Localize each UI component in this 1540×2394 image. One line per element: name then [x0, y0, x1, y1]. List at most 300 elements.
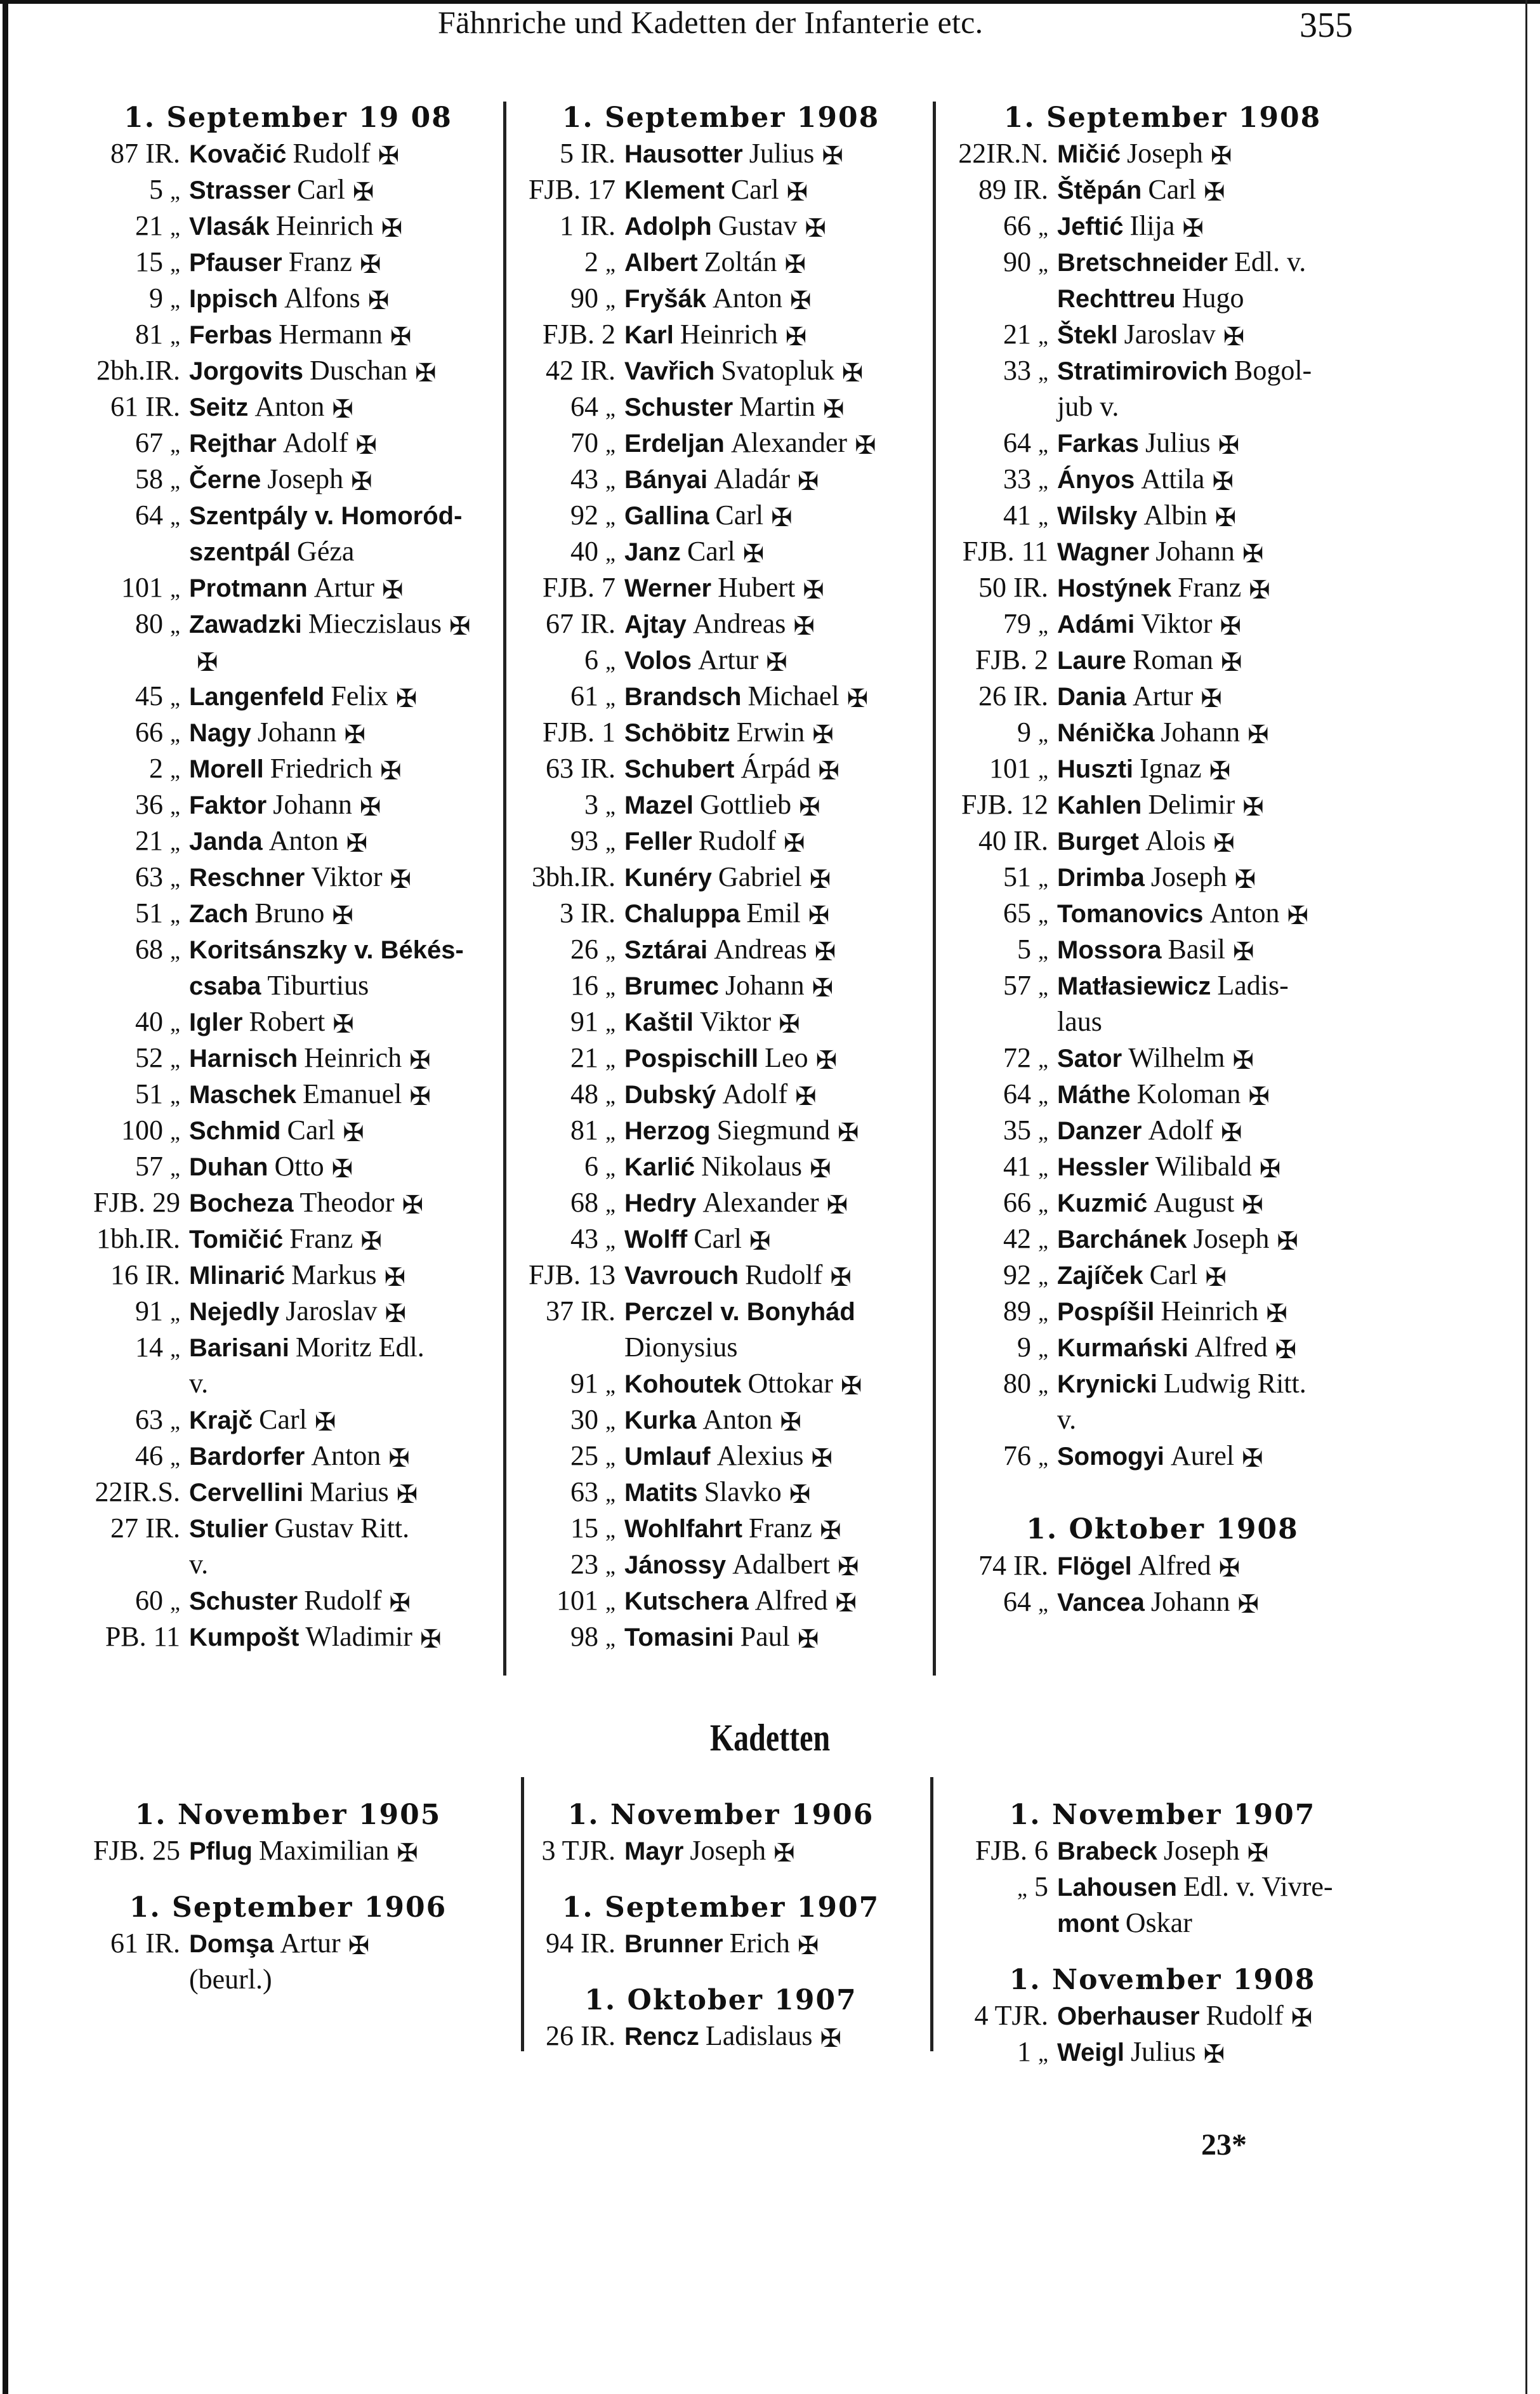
given-name: Svatopluk: [721, 355, 834, 386]
given-name: Franz: [748, 1512, 813, 1544]
given-name: Géza: [297, 536, 355, 567]
roster-entry: [518, 352, 924, 388]
ditto-mark: „: [605, 287, 615, 312]
surname: Schmid: [189, 1117, 281, 1145]
given-name: Carl: [287, 1114, 336, 1146]
person-name: [1048, 136, 1378, 171]
cross-symbol: ✠: [348, 1931, 370, 1960]
regiment-ref: 40 „: [135, 1006, 180, 1037]
roster-entry: [518, 823, 924, 859]
ditto-mark: „: [170, 468, 180, 493]
surname: Duhan: [189, 1153, 268, 1181]
regiment-ref: 5 „: [1017, 934, 1048, 965]
cross-symbol: ✠: [397, 1838, 418, 1867]
given-name: Aladár: [714, 463, 790, 494]
person-name: [615, 1833, 924, 1868]
given-name: Julius: [749, 138, 815, 169]
roster-entry: [947, 1076, 1378, 1112]
surname: Feller: [624, 828, 692, 856]
cross-symbol: ✠: [793, 611, 815, 640]
regiment-ref: 3 IR.: [560, 897, 615, 929]
given-name: Anton: [712, 282, 782, 314]
surname: Krynicki: [1057, 1370, 1157, 1398]
surname: Jorgovits: [189, 357, 304, 385]
regiment-ref: 63 „: [570, 1476, 615, 1507]
regiment-ref: 66 „: [135, 717, 180, 748]
page-number: 355: [1300, 6, 1353, 45]
given-name: Rudolf: [698, 825, 776, 856]
person-name: [615, 1112, 924, 1148]
regiment-ref: 21 „: [135, 825, 180, 856]
date-heading: 1. September 1908: [562, 102, 880, 134]
cross-symbol: ✠: [855, 430, 876, 460]
ditto-mark: „: [605, 540, 615, 565]
surname: Seitz: [189, 393, 249, 421]
surname: Nejedly: [189, 1298, 280, 1326]
cross-symbol: ✠: [812, 720, 834, 749]
person-name: [180, 316, 491, 352]
roster-entry: [518, 1510, 924, 1546]
cross-symbol: ✠: [826, 1190, 848, 1219]
ditto-mark: „: [170, 1589, 180, 1615]
person-name: [1048, 1293, 1378, 1329]
regiment-ref: 74 IR.: [978, 1550, 1048, 1581]
given-name: Heinrich: [275, 210, 374, 241]
regiment-ref: 76 „: [1003, 1440, 1048, 1471]
surname: Rechttreu: [1057, 285, 1176, 313]
roster-entry: [518, 388, 924, 425]
ditto-mark: „: [1038, 721, 1048, 746]
cross-symbol: ✠: [381, 213, 403, 242]
surname: Morell: [189, 755, 264, 783]
cross-symbol: ✠: [818, 756, 839, 785]
person-name: [180, 895, 491, 931]
person-name: [615, 642, 924, 678]
surname: Domşa: [189, 1930, 274, 1958]
surname: Adolph: [624, 213, 712, 241]
given-name: Felix: [331, 680, 388, 711]
given-name: Ignaz: [1140, 753, 1202, 784]
cross-symbol: ✠: [1214, 503, 1237, 532]
regiment-ref: 79 „: [1003, 608, 1048, 639]
person-name: [180, 1833, 491, 1868]
given-name: Árpád: [740, 753, 811, 784]
cross-symbol: ✠: [378, 141, 400, 170]
person-name: [1048, 1112, 1378, 1148]
person-name: [1048, 1438, 1378, 1474]
surname: Laure: [1057, 647, 1126, 675]
roster-entry: [947, 244, 1378, 280]
given-name: Delimir: [1148, 789, 1235, 820]
cross-symbol: ✠: [1203, 2039, 1225, 2068]
person-name: [180, 642, 491, 678]
cross-symbol: ✠: [797, 1931, 819, 1960]
ditto-mark: „: [170, 757, 180, 783]
regiment-ref: 66 „: [1003, 210, 1048, 241]
surname: Mičić: [1057, 140, 1121, 168]
surname: Barchánek: [1057, 1226, 1187, 1253]
surname: Tomičić: [189, 1226, 284, 1253]
given-name: Oskar: [1125, 1907, 1192, 1938]
regiment-ref: 46 „: [135, 1440, 180, 1471]
regiment-ref: 61 „: [570, 680, 615, 711]
regiment-ref: FJB. 11: [962, 536, 1048, 567]
ditto-mark: „: [605, 1517, 615, 1542]
surname: Langenfeld: [189, 683, 325, 711]
ditto-mark: „: [170, 1047, 180, 1072]
person-name: [615, 859, 924, 895]
cross-symbol: ✠: [1213, 828, 1235, 857]
roster-entry: [85, 280, 491, 316]
roster-entry: [518, 425, 924, 461]
person-name: [1048, 2034, 1378, 2070]
roster-entry: [85, 1076, 491, 1112]
person-name: [180, 1474, 491, 1510]
given-name: Adolf: [282, 427, 348, 458]
regiment-ref: FJB. 12: [961, 789, 1048, 820]
roster-entry: [85, 1365, 491, 1401]
ditto-mark: „: [605, 1119, 615, 1144]
person-name: [1048, 280, 1378, 316]
given-name: August: [1154, 1187, 1235, 1218]
person-name: [615, 244, 924, 280]
roster-entry: [947, 425, 1378, 461]
regiment-ref: 64 „: [1003, 1586, 1048, 1617]
cross-symbol: ✠: [1201, 684, 1222, 713]
cross-symbol: ✠: [1218, 430, 1240, 460]
person-name: [1048, 1184, 1378, 1220]
surname: Ferbas: [189, 321, 273, 349]
cross-symbol: ✠: [1221, 1118, 1242, 1147]
roster-entry: [518, 1582, 924, 1618]
regiment-ref: 58 „: [135, 463, 180, 494]
ditto-mark: „: [1038, 1445, 1048, 1470]
person-name: [180, 1365, 491, 1401]
surname: Huszti: [1057, 755, 1133, 783]
roster-entry: [518, 1003, 924, 1040]
regiment-ref: 21 „: [570, 1042, 615, 1073]
given-name: Joseph: [267, 463, 344, 494]
roster-entry: [518, 1365, 924, 1401]
given-name: Gabriel: [718, 861, 802, 892]
roster-entry: [85, 1401, 491, 1438]
given-name: Martin: [739, 391, 815, 422]
ditto-mark: „: [605, 1227, 615, 1253]
ditto-mark: „: [605, 395, 615, 421]
roster-entry: [947, 1868, 1378, 1905]
given-name: Johann: [1161, 717, 1241, 748]
cross-symbol: ✠: [390, 322, 412, 351]
ditto-mark: „: [1038, 468, 1048, 493]
cross-symbol: ✠: [830, 1262, 852, 1292]
given-name: Edl. v. Vivre-: [1183, 1871, 1333, 1902]
roster-entry: [947, 2034, 1378, 2070]
surname: csaba: [189, 972, 261, 1000]
ditto-mark: „: [1038, 1155, 1048, 1180]
ditto-mark: „: [1038, 2040, 1048, 2066]
roster-entry: [518, 1618, 924, 1655]
cross-symbol: ✠: [766, 647, 787, 677]
cross-symbol: ✠: [1232, 1045, 1254, 1075]
roster-entry: [947, 605, 1378, 642]
surname: Zajíček: [1057, 1262, 1143, 1290]
regiment-ref: 68 „: [135, 934, 180, 965]
surname: Mazel: [624, 791, 694, 819]
given-name: Artur: [1132, 680, 1194, 711]
given-name: Otto: [274, 1151, 324, 1182]
surname: Kahlen: [1057, 791, 1142, 819]
ditto-mark: „: [605, 1191, 615, 1217]
roster-entry: [85, 1510, 491, 1546]
roster-entry: [85, 1546, 491, 1582]
regiment-ref: 48 „: [570, 1078, 615, 1109]
given-name: Michael: [747, 680, 839, 711]
roster-entry: [85, 1148, 491, 1184]
roster-entry: [85, 316, 491, 352]
roster-entry: [947, 1584, 1378, 1620]
given-name: Artur: [313, 572, 374, 603]
regiment-ref: 101 „: [989, 753, 1048, 784]
regiment-ref: 23 „: [570, 1549, 615, 1580]
regiment-ref: 14 „: [135, 1332, 180, 1363]
person-name: [615, 425, 924, 461]
cross-symbol: ✠: [343, 1118, 364, 1147]
surname: Umlauf: [624, 1443, 711, 1471]
surname: Hessler: [1057, 1153, 1149, 1181]
person-name: [180, 786, 491, 823]
person-name: [180, 1293, 491, 1329]
cross-symbol: ✠: [1266, 1299, 1287, 1328]
surname: Bányai: [624, 466, 708, 494]
person-name: [1048, 244, 1378, 280]
scan-edge-left: [3, 0, 8, 2394]
ditto-mark: „: [1038, 1227, 1048, 1253]
cross-symbol: ✠: [783, 828, 805, 857]
person-name: [180, 1438, 491, 1474]
column-rule: [503, 102, 506, 1676]
surname: Igler: [189, 1009, 243, 1036]
ditto-mark: „: [1038, 612, 1048, 638]
given-name: Alfred: [1194, 1332, 1268, 1363]
person-name: [180, 1257, 491, 1293]
person-name: [1048, 569, 1378, 605]
given-name: Erwin: [736, 717, 805, 748]
faehnriche-column-3: [947, 100, 1378, 1620]
cross-symbol: ✠: [409, 1045, 431, 1075]
roster-entry: [947, 497, 1378, 533]
cross-symbol: ✠: [797, 466, 819, 496]
surname: Burget: [1057, 828, 1139, 856]
regiment-ref: 81 „: [570, 1114, 615, 1146]
cross-symbol: ✠: [1249, 575, 1270, 604]
surname: Sator: [1057, 1045, 1122, 1073]
regiment-ref: 90 „: [1003, 246, 1048, 277]
ditto-mark: „: [170, 721, 180, 746]
roster-entry: [947, 1833, 1378, 1868]
given-name: Adolf: [722, 1078, 788, 1109]
surname: Maschek: [189, 1081, 296, 1109]
roster-entry: [85, 352, 491, 388]
regiment-ref: FJB. 25: [93, 1835, 180, 1866]
surname: Kumpošt: [189, 1624, 299, 1651]
surname: Vavrouch: [624, 1262, 739, 1290]
regiment-ref: 1 „: [1017, 2036, 1048, 2067]
roster-entry: [85, 1112, 491, 1148]
regiment-ref: [85, 642, 180, 678]
person-name: [615, 823, 924, 859]
regiment-ref: FJB. 17: [529, 174, 615, 205]
given-name: Anton: [1209, 897, 1280, 929]
ditto-mark: „: [605, 251, 615, 276]
cross-symbol: ✠: [360, 1226, 382, 1255]
given-name: Anton: [702, 1404, 773, 1435]
ditto-mark: „: [605, 974, 615, 1000]
surname: Máthe: [1057, 1081, 1131, 1109]
person-name: [1048, 786, 1378, 823]
person-name: [180, 1546, 491, 1582]
regiment-ref: 91 „: [570, 1006, 615, 1037]
ditto-mark: „: [1038, 1264, 1048, 1289]
cross-symbol: ✠: [780, 1407, 801, 1436]
roster-entry: [518, 1040, 924, 1076]
roster-entry: [947, 967, 1378, 1003]
surname: Dania: [1057, 683, 1126, 711]
cross-symbol: ✠: [1204, 177, 1225, 206]
surname: Lahousen: [1057, 1874, 1177, 1901]
regiment-ref: FJB. 29: [93, 1187, 180, 1218]
surname: Stulier: [189, 1515, 268, 1543]
given-name: Wladimir: [305, 1621, 412, 1652]
surname: Kunéry: [624, 864, 712, 892]
given-name: Paul: [740, 1621, 790, 1652]
surname: Karlić: [624, 1153, 695, 1181]
roster-entry: [518, 1329, 924, 1365]
given-name: Johann: [1150, 1586, 1230, 1617]
ditto-mark: „: [605, 938, 615, 963]
person-name: [180, 388, 491, 425]
person-name: [1048, 823, 1378, 859]
surname: Kaštil: [624, 1009, 694, 1036]
roster-entry: [85, 714, 491, 750]
regiment-ref: FJB. 2: [975, 644, 1048, 675]
regiment-ref: 70 „: [570, 427, 615, 458]
person-name: [180, 533, 491, 569]
surname: Vlasák: [189, 213, 270, 241]
ditto-mark: „: [605, 1047, 615, 1072]
roster-entry: [518, 1148, 924, 1184]
person-name: [615, 1474, 924, 1510]
ditto-mark: „: [170, 1083, 180, 1108]
column-rule: [930, 1777, 933, 2051]
roster-entry: [518, 208, 924, 244]
roster-entry: [85, 786, 491, 823]
cross-symbol: ✠: [799, 792, 820, 821]
roster-entry: [85, 171, 491, 208]
person-name: [1048, 967, 1378, 1003]
regiment-ref: 64 „: [135, 499, 180, 531]
roster-entry: [85, 136, 491, 171]
surname: Faktor: [189, 791, 267, 819]
cross-symbol: ✠: [1248, 1081, 1270, 1111]
roster-entry: [518, 1401, 924, 1438]
regiment-ref: 3 TJR.: [541, 1835, 615, 1866]
surname: Rejthar: [189, 430, 277, 458]
given-name: Bogol-: [1234, 355, 1312, 386]
cross-symbol: ✠: [1237, 1589, 1260, 1618]
person-name: [1048, 316, 1378, 352]
person-name: [615, 1184, 924, 1220]
regiment-ref: 26 IR.: [978, 680, 1048, 711]
roster-entry: [85, 605, 491, 642]
person-name: [180, 750, 491, 786]
given-name: Artur: [697, 644, 759, 675]
given-name: Anton: [311, 1440, 381, 1471]
person-name: [1048, 931, 1378, 967]
ditto-mark: „: [1038, 359, 1048, 385]
given-name: Heinrich: [304, 1042, 402, 1073]
roster-entry: [85, 1257, 491, 1293]
cross-symbol: ✠: [820, 2023, 841, 2053]
roster-entry: [85, 1582, 491, 1618]
surname: Kuzmić: [1057, 1189, 1148, 1217]
cross-symbol: ✠: [1218, 1553, 1241, 1582]
given-name: Leo: [765, 1042, 808, 1073]
surname: Krajč: [189, 1406, 253, 1434]
roster-entry: [85, 569, 491, 605]
given-name: (beurl.): [189, 1964, 272, 1995]
cross-symbol: ✠: [355, 430, 377, 460]
cross-symbol: ✠: [1247, 1838, 1269, 1867]
given-name: Koloman: [1136, 1078, 1241, 1109]
regiment-ref: 87 IR.: [110, 138, 180, 169]
surname: Brunner: [624, 1930, 723, 1958]
ditto-mark: „: [605, 830, 615, 855]
roster-entry: [947, 1220, 1378, 1257]
roster-entry: [518, 1257, 924, 1293]
cross-symbol: ✠: [779, 1009, 800, 1038]
cross-symbol: ✠: [395, 684, 418, 713]
regiment-ref: 61 IR.: [110, 391, 180, 422]
surname: Štekl: [1057, 321, 1118, 349]
given-name: Franz: [1178, 572, 1242, 603]
regiment-ref: [947, 1401, 1048, 1438]
regiment-ref: [947, 1003, 1048, 1040]
given-name: Gustav Ritt.: [274, 1512, 410, 1544]
ditto-mark: „: [170, 866, 180, 891]
roster-entry: [85, 208, 491, 244]
regiment-ref: 92 „: [570, 499, 615, 531]
surname: Matits: [624, 1479, 698, 1507]
given-name: Viktor: [699, 1006, 772, 1037]
person-name: [180, 136, 491, 171]
surname: Reschner: [189, 864, 305, 892]
person-name: [1048, 497, 1378, 533]
regiment-ref: FJB. 7: [543, 572, 615, 603]
regiment-ref: 67 „: [135, 427, 180, 458]
surname: Sztárai: [624, 936, 708, 964]
person-name: [615, 714, 924, 750]
given-name: Ladislaus: [705, 2020, 813, 2051]
given-name: Theodor: [299, 1187, 395, 1218]
person-name: [180, 967, 491, 1003]
surname: Černe: [189, 466, 261, 494]
roster-entry: [85, 1474, 491, 1510]
given-name: Edl. v.: [1234, 246, 1306, 277]
cross-symbol: ✠: [810, 1154, 831, 1183]
ditto-mark: „: [605, 1625, 615, 1651]
ditto-mark: „: [605, 1083, 615, 1108]
cross-symbol: ✠: [1275, 1335, 1297, 1364]
